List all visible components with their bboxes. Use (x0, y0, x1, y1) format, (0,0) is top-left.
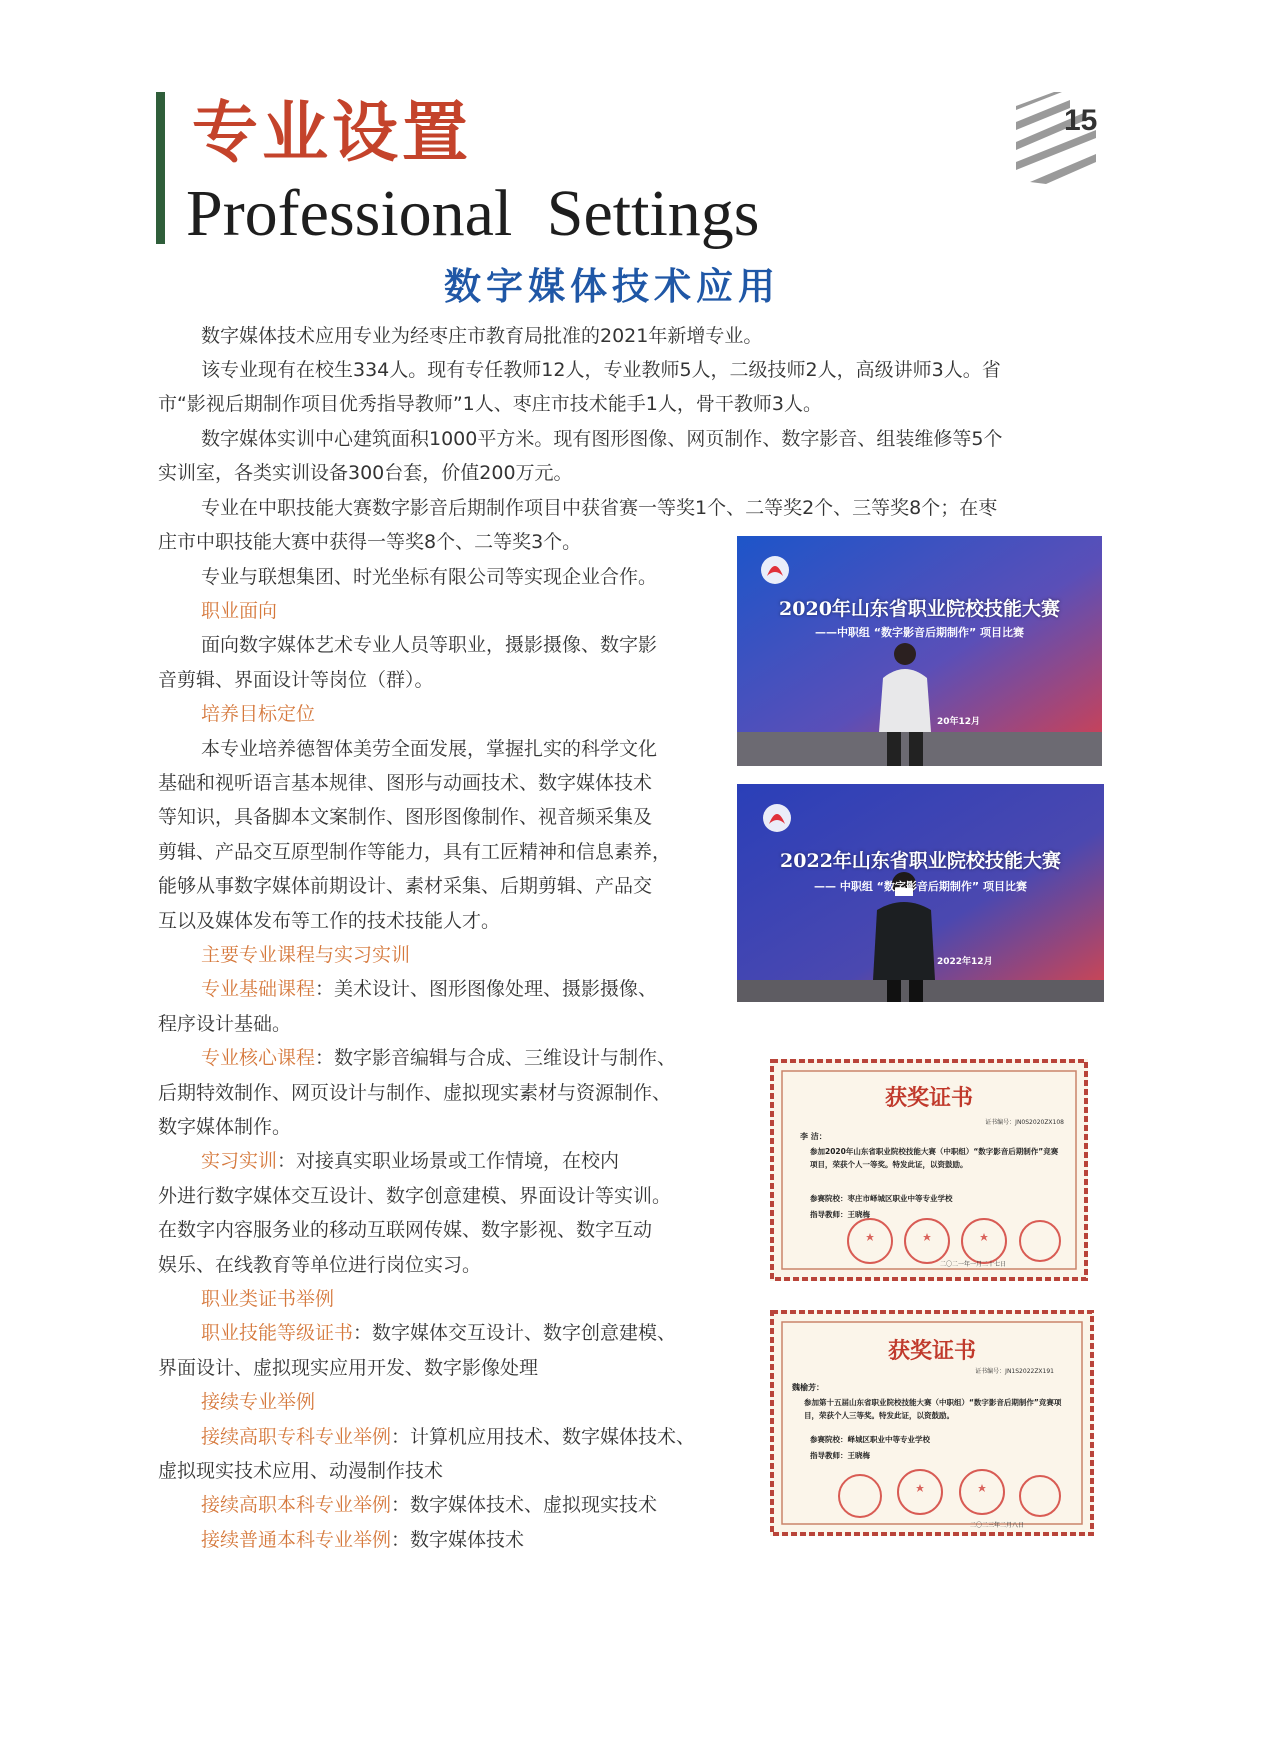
text-line-skill (201, 1316, 676, 1350)
page-title-cn: 专业设置 (192, 93, 472, 171)
heading-further: 接续专业举例 (201, 1391, 316, 1413)
certificate-title: 获奖证书 (884, 1085, 973, 1111)
text-gen: ：数字媒体技术 (391, 1529, 525, 1551)
label-basic: 专业基础课程 (201, 978, 316, 1000)
heading-cert: 职业类证书举例 (201, 1288, 335, 1310)
text-line: 面向数字媒体艺术专业人员等职业，摄影摄像、数字影 (201, 634, 658, 656)
text-skill: ：数字媒体交互设计、数字创意建模、 (353, 1322, 677, 1344)
certificate-date: 二〇二一年一月二十七日 (940, 1261, 1007, 1268)
photo-date: 20年12月 (937, 717, 981, 727)
text-line: 庄市中职技能大赛中获得一等奖8个、二等奖3个。 (158, 531, 582, 553)
text-line: 程序设计基础。 (158, 1013, 292, 1035)
certificate-title: 获奖证书 (887, 1338, 976, 1364)
text-line: 虚拟现实技术应用、动漫制作技术 (158, 1460, 444, 1482)
text-line-core (201, 1041, 676, 1075)
certificate-body: 参加第十五届山东省职业院校技能大赛（中职组）“数字影音后期制作”竞赛项目，荣获个人三等奖。特发此证，以资鼓励。 (804, 1398, 1062, 1420)
text-line: 等知识，具备脚本文案制作、图形图像制作、视音频采集及 (158, 806, 653, 828)
text-line: 在数字内容服务业的移动互联网传媒、数字影视、数字互动 (158, 1219, 653, 1241)
certificate-teacher: 指导教师：王晓梅 (810, 1210, 870, 1219)
photo-title: 2022年山东省职业院校技能大赛 (780, 850, 1061, 872)
photo-subtitle: —— 中职组 “数字影音后期制作” 项目比赛 (814, 880, 1027, 893)
certificate-recipient: 李 洁： (800, 1132, 827, 1141)
heading-courses: 主要专业课程与实习实训 (201, 944, 411, 966)
text-line-basic (201, 972, 657, 1006)
heading-direction: 职业面向 (201, 600, 278, 622)
text-line: 基础和视听语言基本规律、图形与动画技术、数字媒体技术 (158, 772, 653, 794)
photo-date: 2022年12月 (937, 957, 993, 967)
competition-photo-2020 (737, 536, 1102, 766)
text-line: 数字媒体制作。 (158, 1116, 292, 1138)
certificate-number: 证书编号：JN1S2022ZX191 (975, 1368, 1054, 1375)
text-line-gen (201, 1523, 524, 1557)
text-line: 能够从事数字媒体前期设计、素材采集、后期剪辑、产品交 (158, 875, 653, 897)
page-number: 15 (1064, 104, 1098, 137)
text-line: 娱乐、在线教育等单位进行岗位实习。 (158, 1254, 482, 1276)
text-line-voc (201, 1420, 695, 1454)
page-title-en: Professional Settings (186, 177, 760, 250)
heading-goal: 培养目标定位 (201, 703, 316, 725)
photo-subtitle: ——中职组 “数字影音后期制作” 项目比赛 (814, 626, 1025, 639)
certificate-teacher: 指导教师：王晓梅 (810, 1451, 870, 1460)
certificate-date: 二〇二三年二月八日 (970, 1522, 1025, 1529)
text-line: 市“影视后期制作项目优秀指导教师”1人、枣庄市技术能手1人，骨干教师3人。 (158, 393, 822, 415)
accent-bar (156, 92, 165, 244)
text-core: ：数字影音编辑与合成、三维设计与制作、 (315, 1047, 677, 1069)
text-line: 互以及媒体发布等工作的技术技能人才。 (158, 910, 501, 932)
award-certificate-1 (770, 1059, 1088, 1281)
text-line: 音剪辑、界面设计等岗位（群）。 (158, 669, 434, 691)
text-bach: ：数字媒体技术、虚拟现实技术 (391, 1494, 658, 1516)
text-line: 实训室，各类实训设备300台套，价值200万元。 (158, 462, 573, 484)
label-voc: 接续高职专科专业举例 (201, 1426, 392, 1448)
label-intern: 实习实训 (201, 1150, 278, 1172)
competition-photo-2022 (737, 784, 1104, 1002)
text-line-bach (201, 1488, 657, 1522)
award-certificate-2 (770, 1310, 1094, 1536)
text-line: 专业与联想集团、时光坐标有限公司等实现企业合作。 (201, 566, 658, 588)
certificate-body: 参加2020年山东省职业院校技能大赛（中职组）“数字影音后期制作”竞赛项目，荣获个人一等奖。特发此证，以资鼓励。 (810, 1147, 1059, 1169)
certificate-recipient: 魏榆芳： (792, 1383, 824, 1392)
text-line: 数字媒体实训中心建筑面积1000平方米。现有图形图像、网页制作、数字影音、组装维修等5个 (201, 428, 1003, 450)
photo-title: 2020年山东省职业院校技能大赛 (779, 598, 1060, 620)
label-core: 专业核心课程 (201, 1047, 316, 1069)
label-gen: 接续普通本科专业举例 (201, 1529, 392, 1551)
text-line: 本专业培养德智体美劳全面发展，掌握扎实的科学文化 (201, 738, 658, 760)
text-line: 界面设计、虚拟现实应用开发、数字影像处理 (158, 1357, 539, 1379)
text-line: 数字媒体技术应用专业为经枣庄市教育局批准的2021年新增专业。 (201, 325, 763, 347)
label-bach: 接续高职本科专业举例 (201, 1494, 392, 1516)
certificate-school: 参赛院校：峄城区职业中等专业学校 (810, 1435, 930, 1444)
text-intern: ：对接真实职业场景或工作情境，在校内 (277, 1150, 620, 1172)
text-voc: ：计算机应用技术、数字媒体技术、 (391, 1426, 696, 1448)
photo-backdrop (737, 536, 1102, 766)
text-line: 外进行数字媒体交互设计、数字创意建模、界面设计等实训。 (158, 1185, 672, 1207)
label-skill: 职业技能等级证书 (201, 1322, 354, 1344)
text-line: 后期特效制作、网页设计与制作、虚拟现实素材与资源制作、 (158, 1082, 672, 1104)
section-title: 数字媒体技术应用 (444, 265, 780, 308)
text-basic: ：美术设计、图形图像处理、摄影摄像、 (315, 978, 658, 1000)
certificate-school: 参赛院校：枣庄市峄城区职业中等专业学校 (810, 1194, 953, 1203)
text-line: 该专业现有在校生334人。现有专任教师12人，专业教师5人，二级技师2人，高级讲师3人。省 (201, 359, 1001, 381)
text-line-intern (201, 1144, 619, 1178)
text-line: 剪辑、产品交互原型制作等能力，具有工匠精神和信息素养， (158, 841, 672, 863)
certificate-number: 证书编号：JN0S2020ZX108 (985, 1119, 1064, 1126)
text-line: 专业在中职技能大赛数字影音后期制作项目中获省赛一等奖1个、二等奖2个、三等奖8个；在枣 (201, 497, 998, 519)
